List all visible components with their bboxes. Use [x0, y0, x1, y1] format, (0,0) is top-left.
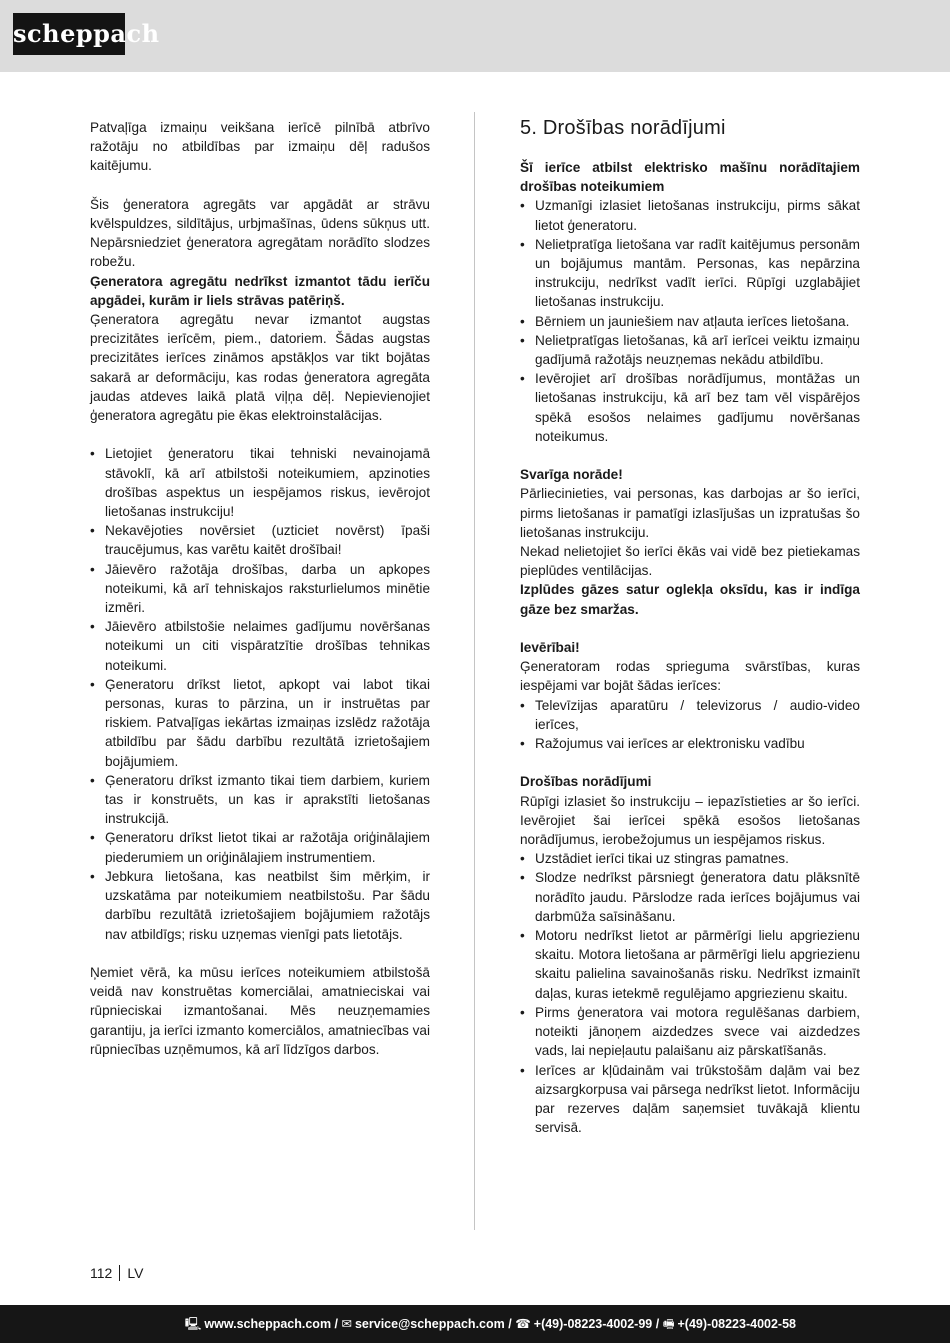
list-item: • Lietojiet ģeneratoru tikai tehniski nevainojamā stāvoklī, kā arī atbilstoši noteikumiem, apzinoties drošības aspektus un iespējamos riskus, ievērojot lietošanas instrukciju! [90, 444, 430, 521]
column-divider [474, 112, 475, 1230]
computer-icon: 🖳 [184, 1317, 202, 1331]
list-item: • Jāievēro ražotāja drošības, darba un apkopes noteikumi, kā arī tehniskajos raksturlielumos minētie izmēri. [90, 560, 430, 618]
list-item: • Slodze nedrīkst pārsniegt ģeneratora datu plāksnītē norādīto jaudu. Pārslodze rada ierīces bojājumus vai darbmūža saīsināšanu. [520, 868, 860, 926]
important-note-title: Svarīga norāde! [520, 467, 623, 483]
footer-email-link[interactable]: service@scheppach.com / [354, 1317, 512, 1331]
list-item: • Jāievēro atbilstošie nelaimes gadījumu novēršanas noteikumi un citi vispāratzītie drošības tehnikas noteikumi. [90, 617, 430, 675]
list-item: • Ievērojiet arī drošības norādījumus, montāžas un lietošanas instrukciju, kā arī bez tam vēl vispārējos spēkā esošos nelaimes gadījumu novēršanas noteikumus. [520, 369, 860, 446]
brand-logo: scheppach [13, 13, 125, 55]
list-item: • Ražojumus vai ierīces ar elektronisku vadību [520, 734, 860, 753]
footer-fax: +(49)-08223-4002-58 [677, 1317, 796, 1331]
page-footer [0, 1305, 950, 1343]
list-item: • Uzstādiet ierīci tikai uz stingras pamatnes. [520, 849, 860, 868]
list-item: • Pirms ģeneratora vai motora regulēšanas darbiem, noteikti jānoņem aizdedzes svece vai aizdedzes vads, lai nepieļautu palaišanu aiz pārskatīšanās. [520, 1003, 860, 1061]
page-number: 112 [90, 1265, 113, 1281]
list-item: • Nekavējoties novērsiet (uzticiet novērst) īpaši traucējumus, kas varētu kaitēt drošībai! [90, 521, 430, 559]
page-header [0, 0, 950, 72]
important-note-text: Pārliecinieties, vai personas, kas darbojas ar šo ierīci, pirms lietošanas ir pamatīgi izlasījušas un izpratušas šo lietošanas instrukciju. [520, 486, 860, 540]
list-item: • Nelietpratīga lietošana var radīt kaitējumus personām un bojājumus mantām. Personas, kas nepārzina instrukciju, nedrīkst vadīt ierīci. Rūpīgi uzglabājiet lietošanas instrukciju. [520, 235, 860, 312]
paragraph-commercial-use: Ņemiet vērā, ka mūsu ierīces noteikumiem atbilstošā veidā nav konstruētas komerciālai, amatnieciskai vai rūpnieciskai izmantošanai. Mēs neuzņemamies garantiju, ja ierīci izmanto komerciālos, amatniecības vai rūpniecības uzņēmumos, kā arī līdzīgos darbos. [90, 964, 430, 1057]
safety-instructions-title: Drošības norādījumi [520, 774, 652, 790]
list-item: • Uzmanīgi izlasiet lietošanas instrukciju, pirms sākat lietot ģeneratoru. [520, 196, 860, 234]
list-item: • Ģeneratoru drīkst lietot tikai ar ražotāja oriģinālajiem piederumiem un oriģinālajiem instrumentiem. [90, 828, 430, 866]
list-item: • Televīzijas aparatūru / televizorus / audio-video ierīces, [520, 696, 860, 734]
paragraph-modifications: Patvaļīga izmaiņu veikšana ierīcē pilnībā atbrīvo ražotāju no atbildības par izmaiņu dēļ radušos kaitējumu. [90, 120, 430, 174]
affected-devices-list [520, 696, 860, 754]
paragraph-usage: Šis ģeneratora agregāts var apgādāt ar strāvu kvēlspuldzes, sildītājus, urbjmašīnas, ūdens sūkņus utt. Nepārsniedziet ģeneratora agregātam norādīto slodzes robežu. [90, 196, 430, 270]
left-column [90, 118, 430, 1059]
list-item: • Jebkura lietošana, kas neatbilst šim mērķim, ir uzskatāma par noteikumiem neatbilstošu. Par šādu darbību rezultātā izrietošajiem bojājumiem ražotājs nav atbildīgs; risku uzņemas vienīgi pats lietotājs. [90, 867, 430, 944]
attention-text: Ģeneratoram rodas sprieguma svārstības, kuras iespējami var bojāt šādas ierīces: [520, 659, 860, 694]
list-item: • Ģeneratoru drīkst izmanto tikai tiem darbiem, kuriem tas ir konstruēts, un kas ir aprakstīti lietošanas instrukcijā. [90, 771, 430, 829]
ventilation-text: Nekad nelietojiet šo ierīci ēkās vai vidē bez pietiekamas pieplūdes ventilācijas. [520, 544, 860, 579]
subheading-compliance: Šī ierīce atbilst elektrisko mašīnu norādītajiem drošības noteikumiem [520, 160, 860, 195]
left-bullet-list [90, 444, 430, 943]
list-item: • Nelietpratīgas lietošanas, kā arī ierīcei veiktu izmaiņu gadījumā ražotājs neuzņemas nekādu atbildību. [520, 331, 860, 369]
phone-icon: ☎ [515, 1317, 531, 1331]
list-item: • Motoru nedrīkst lietot ar pārmērīgi lielu apgriezienu skaitu. Motora lietošana ar pārmērīgi lielu apgriezienu skaitu palielina savainošanās risku. Nedrīkst izmainīt daļas, kuras ietekmē regulējamo apgriezienu skaitu. [520, 926, 860, 1003]
page-number-separator [119, 1265, 120, 1281]
attention-title: Ievērībai! [520, 640, 580, 656]
list-item: • Ģeneratoru drīkst lietot, apkopt vai labot tikai personas, kuras to pārzina, un ir instruētas par riskiem. Patvaļīgas iekārtas izmaiņas izslēdz ražotāja atbildību par šādu darbību rezultātā izrietošajiem bojājumiem. [90, 675, 430, 771]
safety-instructions-text: Rūpīgi izlasiet šo instrukciju – iepazīstieties ar šo ierīci. Ievērojiet šai ierīcei spēkā esošos lietošanas norādījumus, ierobežojumus un iespējamos riskus. [520, 793, 860, 848]
footer-phone: +(49)-08223-4002-99 / [533, 1317, 660, 1331]
list-item: • Ierīces ar kļūdainām vai trūkstošām daļām vai bez aizsargkorpusa vai pārsega nedrīkst lietot. Informāciju par rezerves daļām saņemsiet tuvākajā klientu servisā. [520, 1061, 860, 1138]
section-heading: 5. Drošības norādījumi [520, 117, 726, 139]
fax-icon: 🖷 [662, 1317, 675, 1331]
right-column [520, 118, 860, 1137]
paragraph-warning-high-current: Ģeneratora agregātu nedrīkst izmantot tādu ierīču apgādei, kurām ir liels strāvas patēriņš. [90, 273, 430, 308]
list-item: • Bērniem un jauniešiem nav atļauta ierīces lietošana. [520, 312, 860, 331]
footer-website-link[interactable]: www.scheppach.com / [204, 1317, 339, 1331]
safety-instructions-list [520, 849, 860, 1137]
safety-bullet-list [520, 196, 860, 446]
exhaust-warning: Izplūdes gāzes satur oglekļa oksīdu, kas ir indīga gāze bez smaržas. [520, 582, 860, 617]
paragraph-precision-devices: Ģeneratora agregātu nevar izmantot augstas precizitātes ierīcēm, piem., datoriem. Šādas augstas precizitātes ierīces zināmos apstākļos var tikt bojātas sakarā ar deformāciju, kas rodas ģeneratora agregāta jaudas atdeves laikā platā viļņa dēļ. Nepievienojiet ģeneratora agregātu pie ēkas elektroinstalācijas. [90, 312, 430, 424]
email-icon: ✉ [341, 1317, 352, 1331]
page-number-block [90, 1265, 143, 1281]
page-language: LV [127, 1265, 144, 1281]
